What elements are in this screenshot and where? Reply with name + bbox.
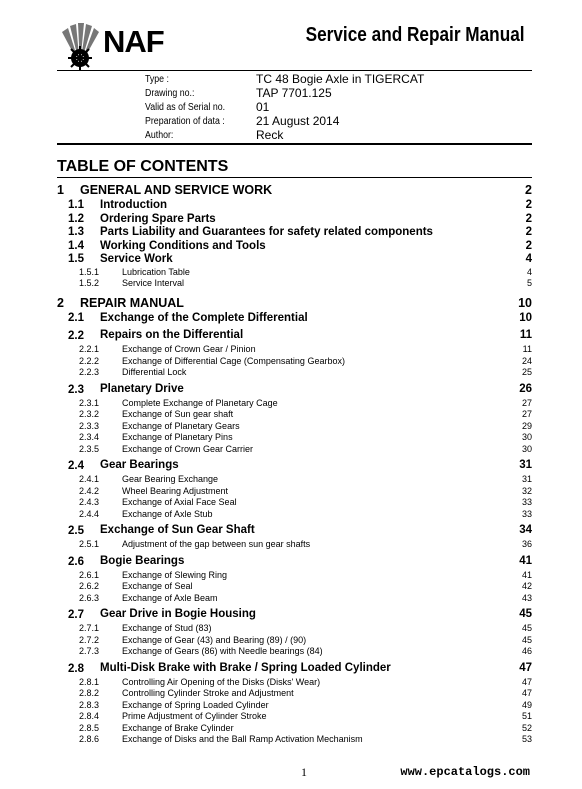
meta-row <box>145 114 424 128</box>
toc-entry-level-2[interactable] <box>57 199 532 213</box>
toc-entry-number: 1 <box>57 183 64 197</box>
toc-entry-page: 4 <box>525 253 532 265</box>
toc-entry-level-3[interactable] <box>57 432 532 444</box>
toc-entry-level-2[interactable] <box>57 662 532 677</box>
toc-entry-number: 2.8.1 <box>79 676 100 687</box>
toc-entry-page: 41 <box>519 554 532 567</box>
brand-name: NAF <box>103 24 164 59</box>
meta-value: 21 August 2014 <box>256 114 340 128</box>
toc-entry-level-3[interactable] <box>57 444 532 456</box>
toc-entry-page: 11 <box>519 329 532 341</box>
toc-entry-number: 2.4.3 <box>79 497 100 507</box>
toc-entry-number: 2.4 <box>68 460 84 472</box>
toc-entry-number: 2.2.2 <box>79 355 100 366</box>
toc-entry-number: 2.2 <box>68 330 84 342</box>
meta-label: Preparation of data : <box>145 116 225 127</box>
toc-entry-level-2[interactable] <box>57 383 532 398</box>
toc-entry-title: Exchange of Gear (43) and Bearing (89) / (90) <box>122 634 307 645</box>
toc-entry-level-3[interactable] <box>57 570 532 582</box>
toc-entry-title: Exchange of Slewing Ring <box>122 569 228 580</box>
toc-entry-number: 1.5.2 <box>79 278 100 288</box>
toc-entry-number: 1.2 <box>68 212 84 225</box>
meta-row <box>145 100 424 114</box>
toc-entry-page: 4 <box>526 266 532 277</box>
toc-entry-page: 27 <box>521 409 532 419</box>
toc-entry-level-3[interactable] <box>57 700 532 712</box>
toc-entry-number: 1.5 <box>68 253 84 265</box>
toc-entry-page: 2 <box>525 212 532 225</box>
meta-label: Drawing no.: <box>145 88 195 99</box>
toc-entry-title: Exchange of Brake Cylinder <box>122 722 234 733</box>
toc-entry-title: Exchange of Axle Beam <box>122 592 218 603</box>
toc-entry-page: 2 <box>525 199 532 211</box>
toc-entry-level-3[interactable] <box>57 356 532 368</box>
toc-entry-title: Introduction <box>100 199 168 211</box>
website-link[interactable]: www.epcatalogs.com <box>400 765 530 779</box>
meta-label: Type : <box>145 74 169 85</box>
toc-entry-level-3[interactable] <box>57 646 532 658</box>
toc-entry-number: 2.3.3 <box>79 420 100 431</box>
toc-entry-title: Exchange of Differential Cage (Compensating Gearbox) <box>122 355 345 366</box>
meta-row <box>145 86 424 100</box>
toc-entry-page: 45 <box>521 634 532 645</box>
toc-entry-page: 24 <box>521 355 532 366</box>
toc-entry-page: 10 <box>519 311 532 324</box>
toc-entry-title: Gear Bearing Exchange <box>122 474 219 484</box>
toc-entry-number: 2.7.1 <box>79 623 100 633</box>
meta-row <box>145 128 424 142</box>
toc-entry-number: 2.7 <box>68 609 84 621</box>
toc-entry-title: Exchange of Planetary Gears <box>122 420 240 431</box>
toc-entry-page: 2 <box>525 183 532 197</box>
toc-entry-title: Lubrication Table <box>122 266 190 277</box>
meta-value: TC 48 Bogie Axle in TIGERCAT <box>256 72 425 86</box>
toc-entry-title: Parts Liability and Guarantees for safety related components <box>100 226 433 238</box>
toc-entry-level-3[interactable] <box>57 474 532 486</box>
toc-entry-level-3[interactable] <box>57 367 532 379</box>
header-rule <box>57 70 532 71</box>
toc-entry-number: 1.5.1 <box>79 266 100 277</box>
toc-entry-title: Planetary Drive <box>100 382 184 395</box>
toc-entry-number: 1.1 <box>68 199 84 211</box>
toc-entry-page: 2 <box>525 239 532 252</box>
toc-entry-level-3[interactable] <box>57 497 532 509</box>
toc-entry-title: Exchange of Planetary Pins <box>122 432 233 442</box>
toc-entry-number: 1.3 <box>68 226 84 238</box>
toc-entry-number: 2.7.3 <box>79 646 100 656</box>
toc-entry-level-1[interactable] <box>57 296 532 312</box>
toc-entry-title: Multi-Disk Brake with Brake / Spring Loaded Cylinder <box>100 661 391 674</box>
toc-entry-level-3[interactable] <box>57 581 532 593</box>
toc-entry-level-3[interactable] <box>57 398 532 410</box>
toc-entry-title: Service Work <box>100 253 173 265</box>
toc-entry-number: 2.6.3 <box>79 592 100 603</box>
toc-entry-level-3[interactable] <box>57 486 532 498</box>
toc-entry-page: 31 <box>521 474 532 484</box>
toc-entry-title: Controlling Air Opening of the Disks (Disks' Wear) <box>122 676 321 687</box>
toc-entry-title: Wheel Bearing Adjustment <box>122 485 229 496</box>
toc-entry-number: 2.3.5 <box>79 443 100 454</box>
toc-entry-title: Bogie Bearings <box>100 554 185 567</box>
toc-entry-number: 2.1 <box>68 311 84 324</box>
toc-entry-number: 2.3.2 <box>79 409 100 419</box>
toc-entry-level-3[interactable] <box>57 623 532 635</box>
toc-entry-page: 2 <box>525 226 532 238</box>
toc-entry-number: 1.4 <box>68 239 84 252</box>
toc-entry-level-1[interactable] <box>57 183 532 199</box>
toc-entry-level-3[interactable] <box>57 711 532 723</box>
toc-entry-title: Exchange of Disks and the Ball Ramp Activation Mechanism <box>122 734 363 744</box>
naf-logo-icon <box>58 22 102 70</box>
toc-entry-page: 47 <box>521 688 532 698</box>
toc-entry-page: 30 <box>521 443 532 454</box>
toc-entry-number: 2.6.1 <box>79 569 100 580</box>
toc-entry-page: 30 <box>521 432 532 442</box>
toc-entry-title: Gear Drive in Bogie Housing <box>100 608 256 620</box>
toc-entry-level-3[interactable] <box>57 539 532 551</box>
toc-entry-title: Exchange of Sun Gear Shaft <box>100 524 255 536</box>
toc-entry-title: Differential Lock <box>122 367 187 377</box>
toc-entry-title: Exchange of Seal <box>122 581 193 591</box>
toc-entry-title: Exchange of Axial Face Seal <box>122 497 237 507</box>
toc-entry-title: Exchange of Axle Stub <box>122 508 213 519</box>
toc-entry-number: 2.3.1 <box>79 397 100 408</box>
toc-entry-level-3[interactable] <box>57 723 532 735</box>
toc-entry-page: 34 <box>519 524 532 536</box>
toc-entry-number: 2.2.1 <box>79 344 100 354</box>
toc-entry-number: 2.8.6 <box>79 734 100 744</box>
toc-entry-level-2[interactable] <box>57 524 532 539</box>
table-of-contents <box>57 183 532 746</box>
toc-title-rule <box>57 177 532 178</box>
toc-entry-title: Exchange of Stud (83) <box>122 623 212 633</box>
toc-entry-title: Repairs on the Differential <box>100 329 244 341</box>
document-meta <box>145 72 424 142</box>
toc-entry-title: Service Interval <box>122 278 185 288</box>
page-number: 1 <box>301 765 307 779</box>
toc-entry-level-3[interactable] <box>57 677 532 689</box>
toc-entry-page: 33 <box>521 497 532 507</box>
toc-entry-level-3[interactable] <box>57 688 532 700</box>
toc-entry-number: 2.6.2 <box>79 581 100 591</box>
toc-entry-page: 49 <box>521 699 532 710</box>
toc-entry-level-3[interactable] <box>57 509 532 521</box>
toc-entry-title: Exchange of Spring Loaded Cylinder <box>122 699 269 710</box>
toc-entry-level-2[interactable] <box>57 555 532 570</box>
toc-entry-page: 25 <box>521 367 532 377</box>
toc-entry-title: Complete Exchange of Planetary Cage <box>122 397 278 408</box>
toc-entry-title: Working Conditions and Tools <box>100 239 266 252</box>
toc-entry-level-2[interactable] <box>57 226 532 240</box>
toc-entry-page: 5 <box>526 278 532 288</box>
toc-entry-number: 2.3 <box>68 383 84 396</box>
meta-label: Valid as of Serial no. <box>145 102 226 113</box>
toc-entry-number: 2.4.4 <box>79 508 100 519</box>
toc-entry-title: Gear Bearings <box>100 459 179 471</box>
toc-entry-title: Exchange of Gears (86) with Needle bearings (84) <box>122 646 323 656</box>
toc-entry-page: 27 <box>521 397 532 408</box>
toc-title: TABLE OF CONTENTS <box>57 158 229 175</box>
toc-entry-number: 2.8 <box>68 662 84 675</box>
toc-entry-title: Exchange of the Complete Differential <box>100 311 308 324</box>
toc-entry-level-3[interactable] <box>57 409 532 421</box>
toc-entry-page: 31 <box>519 459 532 471</box>
toc-entry-title: Controlling Cylinder Stroke and Adjustment <box>122 688 294 698</box>
toc-entry-number: 2.4.1 <box>79 474 100 484</box>
toc-entry-title: Exchange of Crown Gear Carrier <box>122 443 254 454</box>
toc-entry-page: 42 <box>521 581 532 591</box>
toc-entry-page: 47 <box>519 661 532 674</box>
toc-entry-level-3[interactable] <box>57 267 532 279</box>
toc-entry-title: Exchange of Sun gear shaft <box>122 409 234 419</box>
meta-value: TAP 7701.125 <box>256 86 332 100</box>
toc-entry-title: Ordering Spare Parts <box>100 212 216 225</box>
meta-value: 01 <box>256 100 270 114</box>
toc-entry-number: 2.7.2 <box>79 634 100 645</box>
toc-entry-level-3[interactable] <box>57 734 532 746</box>
toc-entry-page: 53 <box>521 734 532 744</box>
toc-entry-level-2[interactable] <box>57 608 532 623</box>
toc-entry-title: Exchange of Crown Gear / Pinion <box>122 344 256 354</box>
toc-entry-page: 45 <box>519 608 532 620</box>
toc-entry-level-2[interactable] <box>57 312 532 326</box>
toc-entry-level-3[interactable] <box>57 593 532 605</box>
toc-entry-number: 2.4.2 <box>79 485 100 496</box>
toc-entry-title: Prime Adjustment of Cylinder Stroke <box>122 711 267 721</box>
toc-entry-page: 26 <box>519 382 532 395</box>
toc-entry-number: 2.8.2 <box>79 688 100 698</box>
toc-entry-title: GENERAL AND SERVICE WORK <box>80 183 273 197</box>
meta-rule <box>57 143 532 145</box>
meta-row <box>145 72 424 86</box>
toc-entry-number: 2.5.1 <box>79 539 100 549</box>
toc-entry-page: 47 <box>521 676 532 687</box>
toc-entry-page: 33 <box>521 508 532 519</box>
toc-entry-number: 2.6 <box>68 555 84 568</box>
toc-entry-page: 32 <box>521 485 532 496</box>
toc-entry-page: 29 <box>521 420 532 431</box>
toc-entry-page: 43 <box>521 592 532 603</box>
toc-entry-page: 45 <box>521 623 532 633</box>
toc-entry-page: 51 <box>521 711 532 721</box>
toc-entry-level-3[interactable] <box>57 421 532 433</box>
toc-entry-page: 36 <box>521 539 532 549</box>
toc-entry-page: 10 <box>518 295 532 310</box>
toc-entry-page: 41 <box>521 569 532 580</box>
toc-entry-level-3[interactable] <box>57 344 532 356</box>
toc-entry-level-3[interactable] <box>57 635 532 647</box>
toc-entry-number: 2.3.4 <box>79 432 100 442</box>
meta-label: Author: <box>145 130 174 141</box>
toc-entry-level-2[interactable] <box>57 240 532 254</box>
meta-value: Reck <box>256 128 284 142</box>
toc-entry-level-3[interactable] <box>57 278 532 290</box>
toc-entry-number: 2.8.5 <box>79 722 100 733</box>
toc-entry-number: 2.2.3 <box>79 367 100 377</box>
toc-entry-title: Adjustment of the gap between sun gear shafts <box>122 539 311 549</box>
toc-entry-page: 11 <box>522 344 532 354</box>
toc-entry-level-2[interactable] <box>57 459 532 474</box>
toc-entry-page: 46 <box>521 646 532 656</box>
toc-entry-title: REPAIR MANUAL <box>80 295 184 310</box>
toc-entry-level-2[interactable] <box>57 253 532 267</box>
toc-entry-number: 2.8.4 <box>79 711 100 721</box>
document-title: Service and Repair Manual <box>306 24 525 46</box>
toc-entry-page: 52 <box>521 722 532 733</box>
toc-entry-number: 2.5 <box>68 525 84 537</box>
toc-entry-number: 2.8.3 <box>79 699 100 710</box>
toc-entry-level-2[interactable] <box>57 329 532 344</box>
toc-entry-level-2[interactable] <box>57 213 532 227</box>
toc-entry-number: 2 <box>57 295 64 310</box>
